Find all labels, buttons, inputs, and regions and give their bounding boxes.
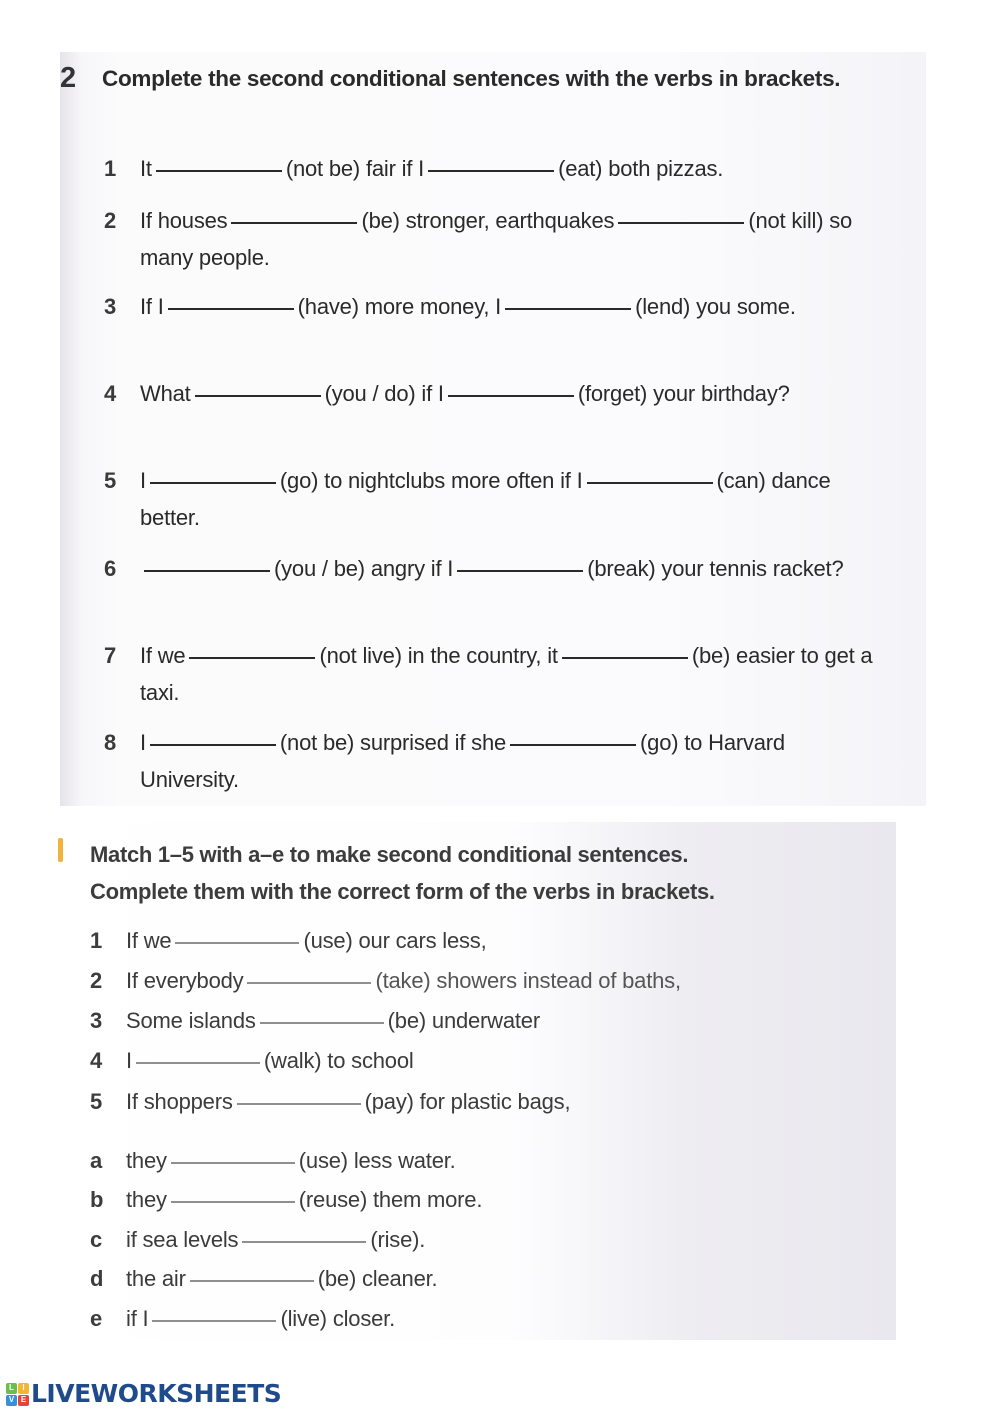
liveworksheets-logo[interactable] bbox=[6, 1381, 281, 1407]
item-text: (you / be) angry if I bbox=[274, 556, 454, 581]
item-text: if I bbox=[126, 1306, 149, 1331]
answer-blank[interactable] bbox=[171, 1162, 295, 1164]
answer-blank[interactable] bbox=[562, 657, 688, 659]
answer-blank[interactable] bbox=[168, 308, 294, 310]
item-text: (you / do) if I bbox=[324, 381, 444, 406]
exercise-1-instruction: Complete the second conditional sentences with the verbs in brackets. bbox=[102, 66, 841, 91]
item-number: 5 bbox=[104, 468, 117, 493]
item-letter: d bbox=[90, 1266, 104, 1291]
answer-blank[interactable] bbox=[152, 1320, 276, 1322]
answer-blank[interactable] bbox=[428, 170, 554, 172]
item-text: (can) dance better. bbox=[140, 468, 831, 530]
item-number: 6 bbox=[104, 556, 117, 581]
item-text: (lend) you some. bbox=[635, 294, 796, 319]
item-text: (eat) both pizzas. bbox=[558, 156, 724, 181]
item-text: (break) your tennis racket? bbox=[587, 556, 844, 581]
item-letter: b bbox=[90, 1187, 104, 1212]
match-first-half-3 bbox=[90, 1006, 540, 1036]
answer-blank[interactable] bbox=[505, 308, 631, 310]
item-text: If I bbox=[140, 294, 164, 319]
item-letter: c bbox=[90, 1227, 103, 1252]
item-text: (pay) for plastic bags, bbox=[364, 1089, 571, 1114]
item-text: (go) to Harvard University. bbox=[140, 730, 785, 792]
item-number: 4 bbox=[104, 381, 117, 406]
exercise-1-item-7 bbox=[104, 637, 880, 711]
item-text: What bbox=[140, 381, 191, 406]
item-text: (go) to nightclubs more often if I bbox=[279, 468, 583, 493]
item-text: (be) cleaner. bbox=[317, 1266, 438, 1291]
item-number: 1 bbox=[104, 156, 117, 181]
item-text: (be) stronger, earthquakes bbox=[361, 208, 615, 233]
item-text: Some islands bbox=[126, 1008, 256, 1033]
exercise-number: 2 bbox=[60, 62, 77, 94]
item-number: 2 bbox=[90, 968, 103, 993]
item-text: (live) closer. bbox=[280, 1306, 395, 1331]
match-second-half-d bbox=[90, 1264, 437, 1294]
match-first-half-2 bbox=[90, 966, 681, 996]
item-number: 3 bbox=[90, 1008, 103, 1033]
item-text: It bbox=[140, 156, 152, 181]
item-letter: a bbox=[90, 1148, 103, 1173]
item-text: (not be) fair if I bbox=[285, 156, 425, 181]
item-text: (rise). bbox=[370, 1227, 426, 1252]
answer-blank[interactable] bbox=[190, 1280, 314, 1282]
item-text: (reuse) them more. bbox=[298, 1187, 483, 1212]
item-text: (not be) surprised if she bbox=[279, 730, 507, 755]
logo-text: LIVEWORKSHEETS bbox=[31, 1379, 282, 1408]
answer-blank[interactable] bbox=[144, 570, 270, 572]
match-first-half-5 bbox=[90, 1087, 570, 1117]
answer-blank[interactable] bbox=[136, 1062, 260, 1064]
answer-blank[interactable] bbox=[587, 482, 713, 484]
item-number: 5 bbox=[90, 1089, 103, 1114]
answer-blank[interactable] bbox=[457, 570, 583, 572]
item-text: they bbox=[126, 1187, 167, 1212]
item-number: 1 bbox=[90, 928, 103, 953]
item-text: (not live) in the country, it bbox=[319, 643, 558, 668]
match-first-half-1 bbox=[90, 926, 487, 956]
answer-blank[interactable] bbox=[189, 657, 315, 659]
item-number: 3 bbox=[104, 294, 117, 319]
item-text: If everybody bbox=[126, 968, 244, 993]
logo-block-e: E bbox=[18, 1395, 29, 1406]
exercise-1-item-2 bbox=[104, 202, 880, 276]
exercise-1-item-4 bbox=[104, 375, 880, 412]
answer-blank[interactable] bbox=[247, 982, 371, 984]
answer-blank[interactable] bbox=[156, 170, 282, 172]
answer-blank[interactable] bbox=[195, 395, 321, 397]
item-text: If shoppers bbox=[126, 1089, 233, 1114]
item-number: 4 bbox=[90, 1048, 103, 1073]
logo-block-i: I bbox=[18, 1383, 29, 1394]
item-text: (walk) to school bbox=[263, 1048, 414, 1073]
item-number: 2 bbox=[104, 208, 117, 233]
answer-blank[interactable] bbox=[150, 744, 276, 746]
item-text: (be) underwater bbox=[387, 1008, 540, 1033]
answer-blank[interactable] bbox=[448, 395, 574, 397]
exercise-1-item-3 bbox=[104, 288, 880, 325]
item-text: I bbox=[126, 1048, 132, 1073]
item-text: I bbox=[140, 730, 146, 755]
match-second-half-a bbox=[90, 1146, 456, 1176]
exercise-2-marker bbox=[58, 838, 63, 862]
item-number: 7 bbox=[104, 643, 117, 668]
item-number: 8 bbox=[104, 730, 117, 755]
item-text: If houses bbox=[140, 208, 228, 233]
item-text: the air bbox=[126, 1266, 186, 1291]
logo-block-v: V bbox=[6, 1395, 17, 1406]
item-text: if sea levels bbox=[126, 1227, 239, 1252]
answer-blank[interactable] bbox=[237, 1103, 361, 1105]
exercise-1-item-8 bbox=[104, 724, 880, 798]
item-text: (be) easier to get a taxi. bbox=[140, 643, 873, 705]
logo-blocks-icon bbox=[6, 1383, 29, 1406]
item-letter: e bbox=[90, 1306, 103, 1331]
item-text: they bbox=[126, 1148, 167, 1173]
exercise-1-item-5 bbox=[104, 462, 880, 536]
answer-blank[interactable] bbox=[260, 1022, 384, 1024]
logo-block-l: L bbox=[6, 1383, 17, 1394]
item-text: (have) more money, I bbox=[297, 294, 502, 319]
answer-blank[interactable] bbox=[618, 222, 744, 224]
item-text: If we bbox=[140, 643, 186, 668]
answer-blank[interactable] bbox=[175, 942, 299, 944]
answer-blank[interactable] bbox=[171, 1201, 295, 1203]
item-text: (forget) your birthday? bbox=[577, 381, 790, 406]
exercise-2-header bbox=[90, 836, 715, 910]
item-text: (use) our cars less, bbox=[303, 928, 487, 953]
exercise-2-instruction-line-1: Match 1–5 with a–e to make second conditional sentences. bbox=[90, 842, 689, 867]
item-text: If we bbox=[126, 928, 172, 953]
exercise-1-item-6 bbox=[104, 550, 880, 587]
match-second-half-e bbox=[90, 1304, 395, 1334]
answer-blank[interactable] bbox=[242, 1241, 366, 1243]
item-text: (use) less water. bbox=[298, 1148, 456, 1173]
match-first-half-4 bbox=[90, 1046, 414, 1076]
answer-blank[interactable] bbox=[510, 744, 636, 746]
answer-blank[interactable] bbox=[150, 482, 276, 484]
item-text: (not kill) so many people. bbox=[140, 208, 853, 270]
exercise-2-instruction-line-2: Complete them with the correct form of the verbs in brackets. bbox=[90, 879, 715, 904]
exercise-1-header bbox=[60, 58, 862, 100]
match-second-half-b bbox=[90, 1185, 482, 1215]
item-text: (take) showers instead of baths, bbox=[375, 968, 681, 993]
match-second-half-c bbox=[90, 1225, 425, 1255]
answer-blank[interactable] bbox=[231, 222, 357, 224]
exercise-1-item-1 bbox=[104, 150, 880, 187]
item-text: I bbox=[140, 468, 146, 493]
